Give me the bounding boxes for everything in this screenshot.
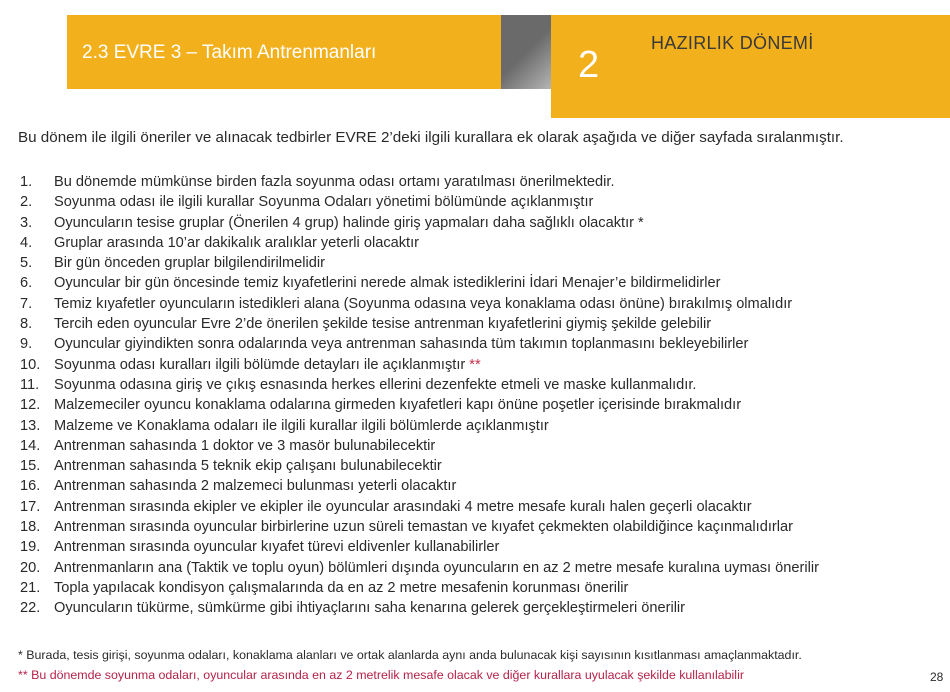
list-item-number: 19. bbox=[20, 539, 41, 556]
header-corner-decoration bbox=[501, 15, 551, 89]
list-item-text: Antrenman sırasında oyuncular kıyafet türevi eldivenler kullanabilirler bbox=[54, 539, 500, 556]
list-item-text: Tercih eden oyuncular Evre 2’de önerilen şekilde tesise antrenman kıyafetlerini giymiş şekilde gelebilir bbox=[54, 316, 712, 333]
list-item bbox=[20, 355, 819, 375]
list-item-text: Soyunma odasına giriş ve çıkış esnasında herkes ellerini dezenfekte etmeli ve maske kullanmalıdır. bbox=[54, 376, 697, 393]
list-item-text: Antrenman sırasında ekipler ve ekipler ile oyuncular arasındaki 4 metre mesafe kuralı halen geçerli olacaktır bbox=[54, 498, 752, 515]
list-item bbox=[20, 456, 819, 476]
list-item bbox=[20, 537, 819, 557]
list-item-text: Malzeme ve Konaklama odaları ile ilgili kurallar ilgili bölümlerde açıklanmıştır bbox=[54, 417, 549, 434]
list-item-text: Antrenman sırasında oyuncular birbirlerine uzun süreli temastan ve kıyafet çekmekten olabildiğince kaçınmalıdırlar bbox=[54, 519, 793, 536]
list-item-text: Antrenman sahasında 1 doktor ve 3 masör bulunabilecektir bbox=[54, 437, 436, 454]
footnote-text: Bu dönemde soyunma odaları, oyuncular arasında en az 2 metrelik mesafe olacak ve diğer kurallara uyulacak şekilde kullanılabilir bbox=[27, 668, 744, 682]
list-item-number: 14. bbox=[20, 437, 41, 454]
list-item-number: 11. bbox=[20, 376, 40, 393]
list-item-text: Antrenmanların ana (Taktik ve toplu oyun) bölümleri dışında oyuncuların en az 2 metre mesafe kuralına uyması önerilir bbox=[54, 559, 819, 576]
list-item-text: Antrenman sahasında 5 teknik ekip çalışanı bulunabilecektir bbox=[54, 458, 442, 475]
list-item bbox=[20, 558, 819, 578]
list-item-number: 3. bbox=[20, 214, 33, 231]
list-item-text: Bir gün önceden gruplar bilgilendirilmelidir bbox=[54, 255, 325, 272]
list-item-text: Oyuncuların tükürme, sümkürme gibi ihtiyaçlarını saha kenarına gelerek gerçekleştirmeleri önerilir bbox=[54, 600, 686, 617]
list-item-text: Oyuncular bir gün öncesinde temiz kıyafetlerini nerede almak istediklerini İdari Menajer’e bildirmelidirler bbox=[54, 275, 721, 292]
list-item bbox=[20, 192, 819, 212]
list-item bbox=[20, 172, 819, 192]
section-name: HAZIRLIK DÖNEMİ bbox=[651, 33, 814, 53]
list-item-number: 18. bbox=[20, 519, 41, 536]
list-item-text: Soyunma odası kuralları ilgili bölümde detayları ile açıklanmıştır bbox=[54, 356, 470, 373]
list-item bbox=[20, 436, 819, 456]
list-item-number: 10. bbox=[20, 356, 41, 373]
list-item-text: Temiz kıyafetler oyuncuların istedikleri alana (Soyunma odasına veya konaklama odası önüne) bırakılmış olmalıdır bbox=[54, 295, 793, 312]
list-item-number: 13. bbox=[20, 417, 41, 434]
list-item bbox=[20, 598, 819, 618]
page-number: 28 bbox=[930, 670, 944, 684]
list-item-number: 9. bbox=[20, 336, 33, 353]
list-item-text: Soyunma odası ile ilgili kurallar Soyunma Odaları yönetimi bölümünde açıklanmıştır bbox=[54, 194, 594, 211]
list-item-number: 6. bbox=[20, 275, 33, 292]
list-item bbox=[20, 253, 819, 273]
list-item-text: Gruplar arasında 10’ar dakikalık aralıklar yeterli olacaktır bbox=[54, 234, 420, 251]
list-item bbox=[20, 395, 819, 415]
list-item-number: 17. bbox=[20, 498, 41, 515]
list-item bbox=[20, 294, 819, 314]
list-item bbox=[20, 273, 819, 293]
section-number: 2 bbox=[578, 44, 600, 86]
list-item-number: 7. bbox=[20, 295, 33, 312]
list-item-number: 22. bbox=[20, 600, 41, 617]
list-item-marker: ** bbox=[469, 356, 481, 373]
list-item bbox=[20, 375, 819, 395]
list-item-text: Bu dönemde mümkünse birden fazla soyunma odası ortamı yaratılması önerilmektedir. bbox=[54, 174, 615, 190]
page-title: 2.3 EVRE 3 – Takım Antrenmanları bbox=[82, 42, 377, 63]
list-item bbox=[20, 497, 819, 517]
footnote-marker: ** bbox=[18, 668, 28, 682]
list-item-text: Malzemeciler oyuncu konaklama odalarına girmeden kıyafetleri kapı önüne poşetler içerisinde bırakmalıdır bbox=[54, 397, 742, 414]
list-item-number: 12. bbox=[20, 397, 41, 414]
list-item-number: 5. bbox=[20, 255, 33, 272]
footnote-double-star bbox=[18, 668, 744, 682]
list-item-number: 1. bbox=[20, 174, 33, 190]
list-item-text: Antrenman sahasında 2 malzemeci bulunması yeterli olacaktır bbox=[54, 478, 457, 495]
list-item bbox=[20, 213, 819, 233]
list-item-number: 2. bbox=[20, 194, 33, 211]
section-number-box bbox=[551, 15, 950, 118]
recommendation-list bbox=[20, 172, 819, 619]
list-item bbox=[20, 314, 819, 334]
list-item-number: 16. bbox=[20, 478, 41, 495]
list-item-number: 15. bbox=[20, 458, 41, 475]
footnote-text: Burada, tesis girişi, soyunma odaları, konaklama alanları ve ortak alanlarda aynı anda bulunacak kişi sayısının kısıtlanması amaçlanmaktadır. bbox=[22, 648, 802, 662]
footnote-marker: * bbox=[18, 648, 23, 662]
list-item bbox=[20, 233, 819, 253]
list-item bbox=[20, 517, 819, 537]
list-item-number: 8. bbox=[20, 316, 33, 333]
intro-paragraph: Bu dönem ile ilgili öneriler ve alınacak tedbirler EVRE 2’deki ilgili kurallara ek olarak aşağıda ve diğer sayfada sıralanmıştır. bbox=[18, 129, 844, 146]
footnote-single-star bbox=[18, 648, 802, 662]
list-item-text: Oyuncuların tesise gruplar (Önerilen 4 grup) halinde giriş yapmaları daha sağlıklı olacaktır * bbox=[54, 214, 644, 231]
list-item-number: 20. bbox=[20, 559, 41, 576]
list-item bbox=[20, 476, 819, 496]
list-item bbox=[20, 578, 819, 598]
list-item-number: 21. bbox=[20, 579, 41, 596]
list-item bbox=[20, 416, 819, 436]
list-item-number: 4. bbox=[20, 234, 33, 251]
list-item-text: Oyuncular giyindikten sonra odalarında veya antrenman sahasında tüm takımın toplanmasını bekleyebilirler bbox=[54, 336, 749, 353]
list-item-text: Topla yapılacak kondisyon çalışmalarında da en az 2 metre mesafenin korunması önerilir bbox=[54, 579, 629, 596]
list-item bbox=[20, 334, 819, 354]
